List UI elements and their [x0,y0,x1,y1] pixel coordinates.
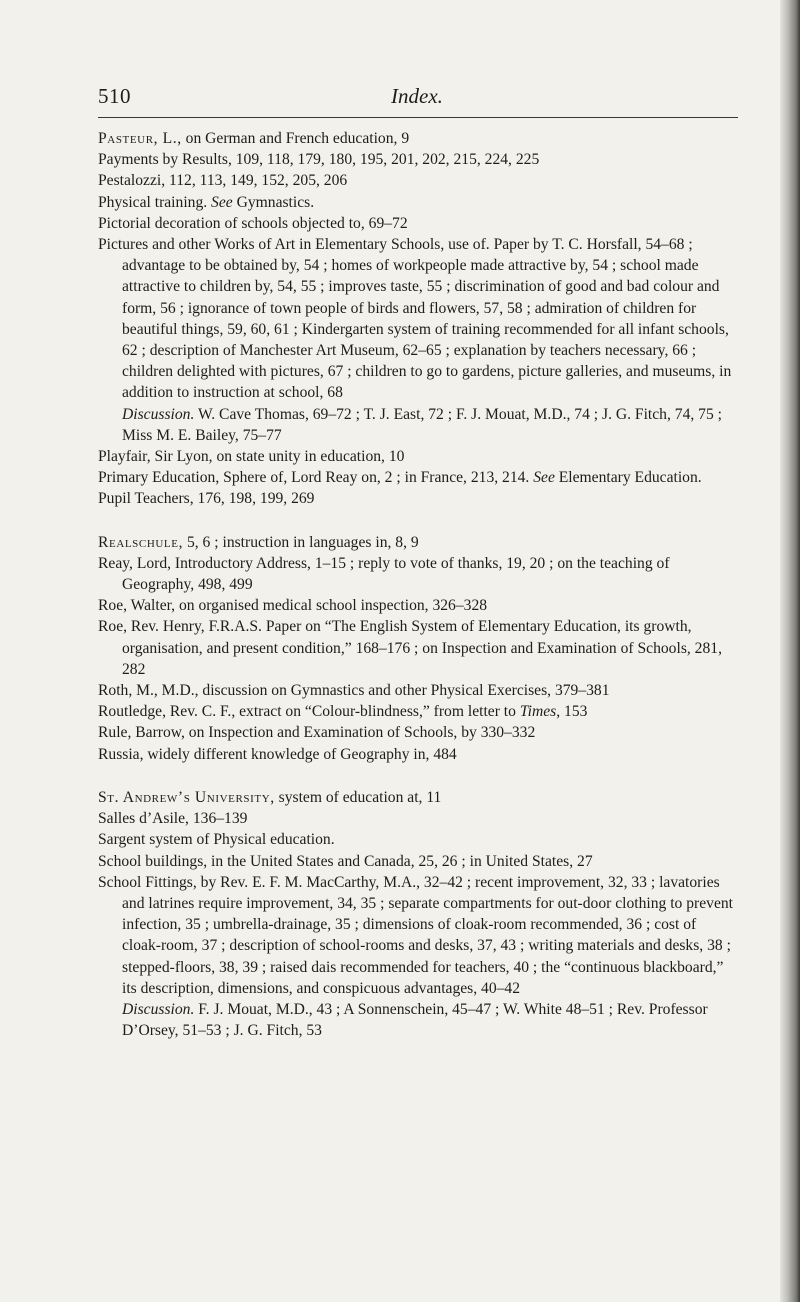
index-entry [98,787,738,808]
entry-text: Payments by Results, 109, 118, 179, 180, 195, 201, 202, 215, 224, 225 [98,151,540,169]
index-entry [98,149,738,170]
entry-text: W. Cave Thomas, 69–72 ; T. J. East, 72 ; F. J. Mouat, M.D., 74 ; J. G. Fitch, 74, 75 ; Miss M. E. Bailey, 75–77 [122,405,722,444]
index-entry [98,213,738,234]
entry-text: Elementary Education. [554,469,702,487]
index-entry [98,488,738,509]
entry-text: Gymnastics. [232,193,315,211]
index-entry [98,595,738,616]
entry-text: Pupil Teachers, 176, 198, 199, 269 [98,490,315,508]
entry-text: School buildings, in the United States and Canada, 25, 26 ; in United States, 27 [98,852,593,870]
index-entry [98,701,738,722]
index-entry [98,680,738,701]
index-section-s [98,787,738,1041]
index-entry [98,553,738,595]
running-title: Index. [391,84,443,108]
entry-text: F. J. Mouat, M.D., 43 ; A Sonnenschein, 45–47 ; W. White 48–51 ; Rev. Professor D’Orsey, 51–53 ; J. G. Fitch, 53 [122,1000,708,1040]
entry-text: School Fittings, by Rev. E. F. M. MacCarthy, M.A., 32–42 ; recent improvement, 32, 33 ; lavatories and latrines require improvement, 34, 35 ; separate compartments for out-door clothing to prevent infection, 35 ; umbrella-drainage, 35 ; dimensions of cloak-room recommended, 36 ; cost of cloak-room, 37 ; description of school-rooms and desks, 37, 43 ; writing materials and desks, 38 ; stepped-floors, 38, 39 ; raised dais recommended for teachers, 40 ; the “continuous blackboard,” its description, dimensions, and conspicuous advantages, 40–42 [98,873,734,997]
entry-text: Roth, M., M.D., discussion on Gymnastics and other Physical Exercises, 379–381 [98,682,610,700]
entry-heading: St. Andrew’s University, [98,788,275,806]
index-entry [98,808,738,829]
entry-heading: Pasteur, L., [98,130,182,147]
entry-text: on German and French education, 9 [181,130,410,147]
entry-text: Routledge, Rev. C. F., extract on “Colour-blindness,” from letter to [98,703,520,721]
index-entry [98,829,738,850]
entry-text: Pictures and other Works of Art in Elementary Schools, use of. Paper by T. C. Horsfall, 54–68 ; advantage to be obtained by, 54 ; homes of workpeople made attractive by, 54 ; school made attractive to children by, 54, 55 ; improves taste, 55 ; discrimination of good and bad colour and form, 56 ; ignorance of town people of birds and flowers, 57, 58 ; admiration of children for beautiful things, 59, 60, 61 ; Kindergarten system of training recommended for all infant schools, 62 ; description of Manchester Art Museum, 62–65 ; explanation by teachers necessary, 66 ; children delighted with pictures, 67 ; children to go to gardens, picture galleries, and museums, in addition to instruction at school, 68 [98,236,732,402]
entry-text: Russia, widely different knowledge of Geography in, 484 [98,745,457,763]
entry-text: Physical training. [98,193,212,211]
italic-text: See [533,469,555,487]
entry-text: , 153 [556,703,588,721]
index-entry [98,616,738,680]
entry-text: Pestalozzi, 112, 113, 149, 152, 205, 206 [98,172,348,190]
entry-text: Primary Education, Sphere of, Lord Reay on, 2 ; in France, 213, 214. [98,469,534,487]
entry-text: Salles d’Asile, 136–139 [98,810,248,828]
page-number: 510 [98,84,131,108]
page-header [98,84,736,114]
index-entry [98,234,738,404]
italic-text: See [211,193,233,211]
index-entry [98,467,738,488]
italic-text: Discussion. [122,405,195,423]
italic-text: Times [519,703,557,721]
page-edge-shadow [780,0,800,1302]
index-entry [98,851,738,872]
index-entry [98,446,738,467]
entry-text: Playfair, Sir Lyon, on state unity in education, 10 [98,448,405,466]
index-content [98,128,738,1063]
entry-text: Rule, Barrow, on Inspection and Examination of Schools, by 330–332 [98,724,536,742]
index-entry [98,532,738,553]
index-entry [98,722,738,743]
entry-text: system of education at, 11 [274,788,442,806]
header-rule [98,117,738,118]
index-entry [98,128,738,149]
index-entry [98,170,738,191]
entry-text: Roe, Walter, on organised medical school inspection, 326–328 [98,597,488,615]
index-entry [98,872,738,999]
index-section-p [98,128,738,510]
italic-text: Discussion. [122,1000,195,1018]
index-entry [98,744,738,765]
index-section-r [98,532,738,765]
entry-text: Roe, Rev. Henry, F.R.A.S. Paper on “The English System of Elementary Education, its growth, organisation, and present condition,” 168–176 ; on Inspection and Examination of Schools, 281, 282 [98,618,722,678]
entry-text: Sargent system of Physical education. [98,831,335,849]
index-entry [98,192,738,213]
entry-text: Pictorial decoration of schools objected to, 69–72 [98,214,408,232]
entry-text: Reay, Lord, Introductory Address, 1–15 ; reply to vote of thanks, 19, 20 ; on the teaching of Geography, 498, 499 [98,554,670,594]
entry-text: 5, 6 ; instruction in languages in, 8, 9 [183,533,419,551]
index-subentry [98,999,738,1041]
index-subentry [98,404,738,446]
entry-heading: Realschule, [98,533,184,551]
